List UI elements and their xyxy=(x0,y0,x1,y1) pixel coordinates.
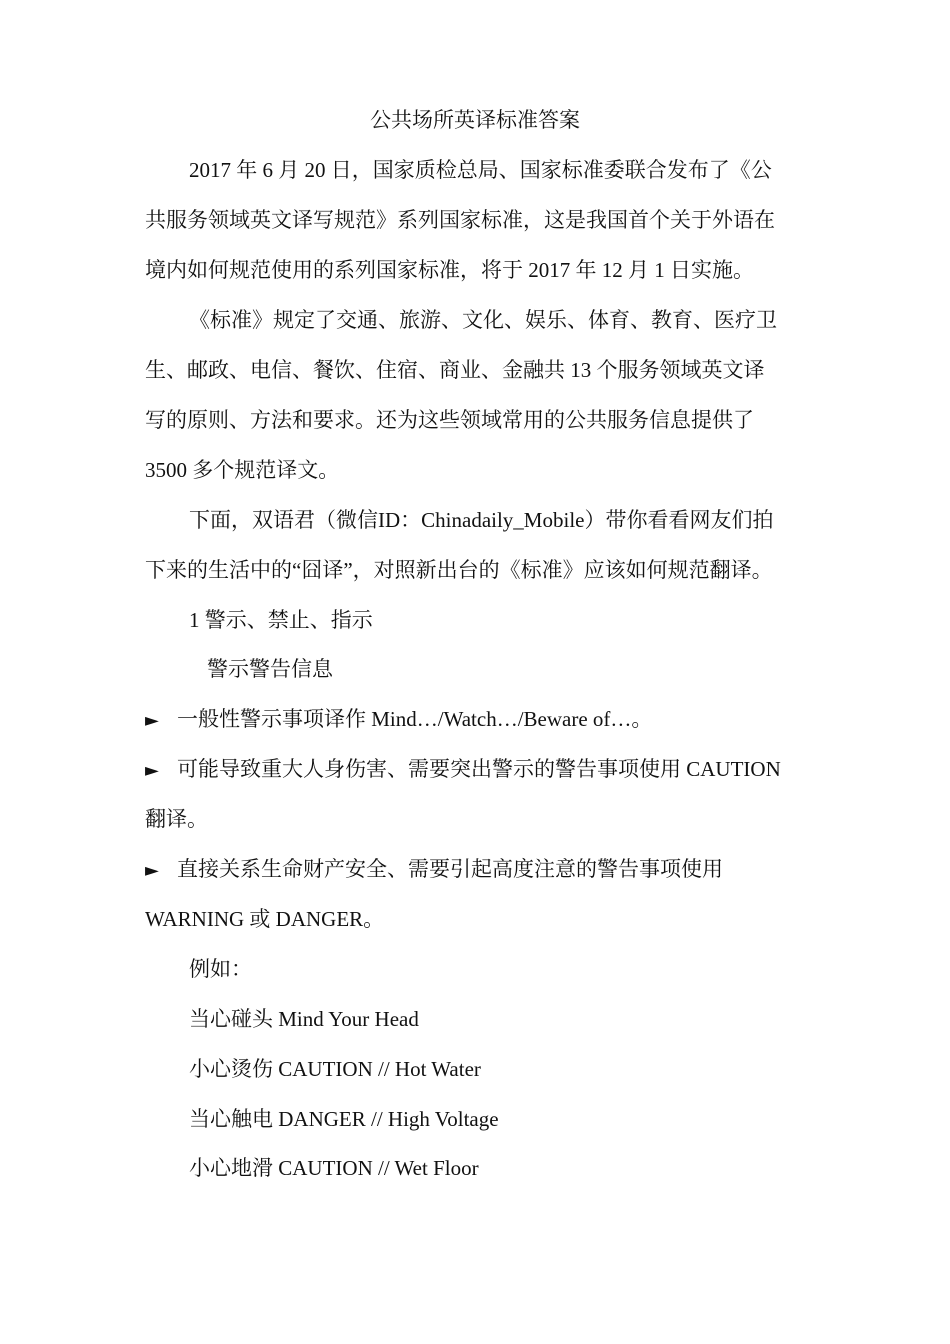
bullet-item-2 xyxy=(145,754,825,786)
bullet-arrow-icon: ► xyxy=(145,760,159,781)
paragraph-3-line-2: 下来的生活中的“囧译”，对照新出台的《标准》应该如何规范翻译。 xyxy=(145,558,773,582)
paragraph-2-line-2: 生、邮政、电信、餐饮、住宿、商业、金融共 13 个服务领域英文译 xyxy=(145,358,765,382)
bullet-arrow-icon: ► xyxy=(145,710,159,731)
section-heading: 1 警示、禁止、指示 xyxy=(189,608,373,632)
paragraph-2-line-3: 写的原则、方法和要求。还为这些领域常用的公共服务信息提供了 xyxy=(145,408,754,432)
bullet-arrow-icon: ► xyxy=(145,860,159,881)
examples-label: 例如： xyxy=(189,957,252,981)
bullet-2-continuation: 翻译。 xyxy=(145,807,208,831)
example-item: 当心触电 DANGER // High Voltage xyxy=(189,1107,499,1131)
paragraph-1-line-1: 2017 年 6 月 20 日，国家质检总局、国家标准委联合发布了《公 xyxy=(189,158,772,182)
bullet-1-text: 一般性警示事项译作 Mind…/Watch…/Beware of…。 xyxy=(177,707,653,731)
paragraph-2-line-1: 《标准》规定了交通、旅游、文化、娱乐、体育、教育、医疗卫 xyxy=(189,308,777,332)
example-item: 小心地滑 CAUTION // Wet Floor xyxy=(189,1156,479,1180)
bullet-item-1 xyxy=(145,704,825,736)
bullet-3-text: 直接关系生命财产安全、需要引起高度注意的警告事项使用 xyxy=(177,857,723,881)
bullet-3-continuation: WARNING 或 DANGER。 xyxy=(145,907,385,931)
example-item: 当心碰头 Mind Your Head xyxy=(189,1007,419,1031)
page-title: 公共场所英译标准答案 xyxy=(370,108,580,132)
example-item: 小心烫伤 CAUTION // Hot Water xyxy=(189,1057,481,1081)
bullet-2-text: 可能导致重大人身伤害、需要突出警示的警告事项使用 CAUTION xyxy=(177,757,781,781)
paragraph-2-line-4: 3500 多个规范译文。 xyxy=(145,458,340,482)
paragraph-3-line-1: 下面，双语君（微信ID：Chinadaily_Mobile）带你看看网友们拍 xyxy=(189,508,774,532)
paragraph-1-line-3: 境内如何规范使用的系列国家标准，将于 2017 年 12 月 1 日实施。 xyxy=(145,258,754,282)
subheading: 警示警告信息 xyxy=(207,657,333,681)
bullet-item-3 xyxy=(145,854,825,886)
paragraph-1-line-2: 共服务领域英文译写规范》系列国家标准，这是我国首个关于外语在 xyxy=(145,208,775,232)
